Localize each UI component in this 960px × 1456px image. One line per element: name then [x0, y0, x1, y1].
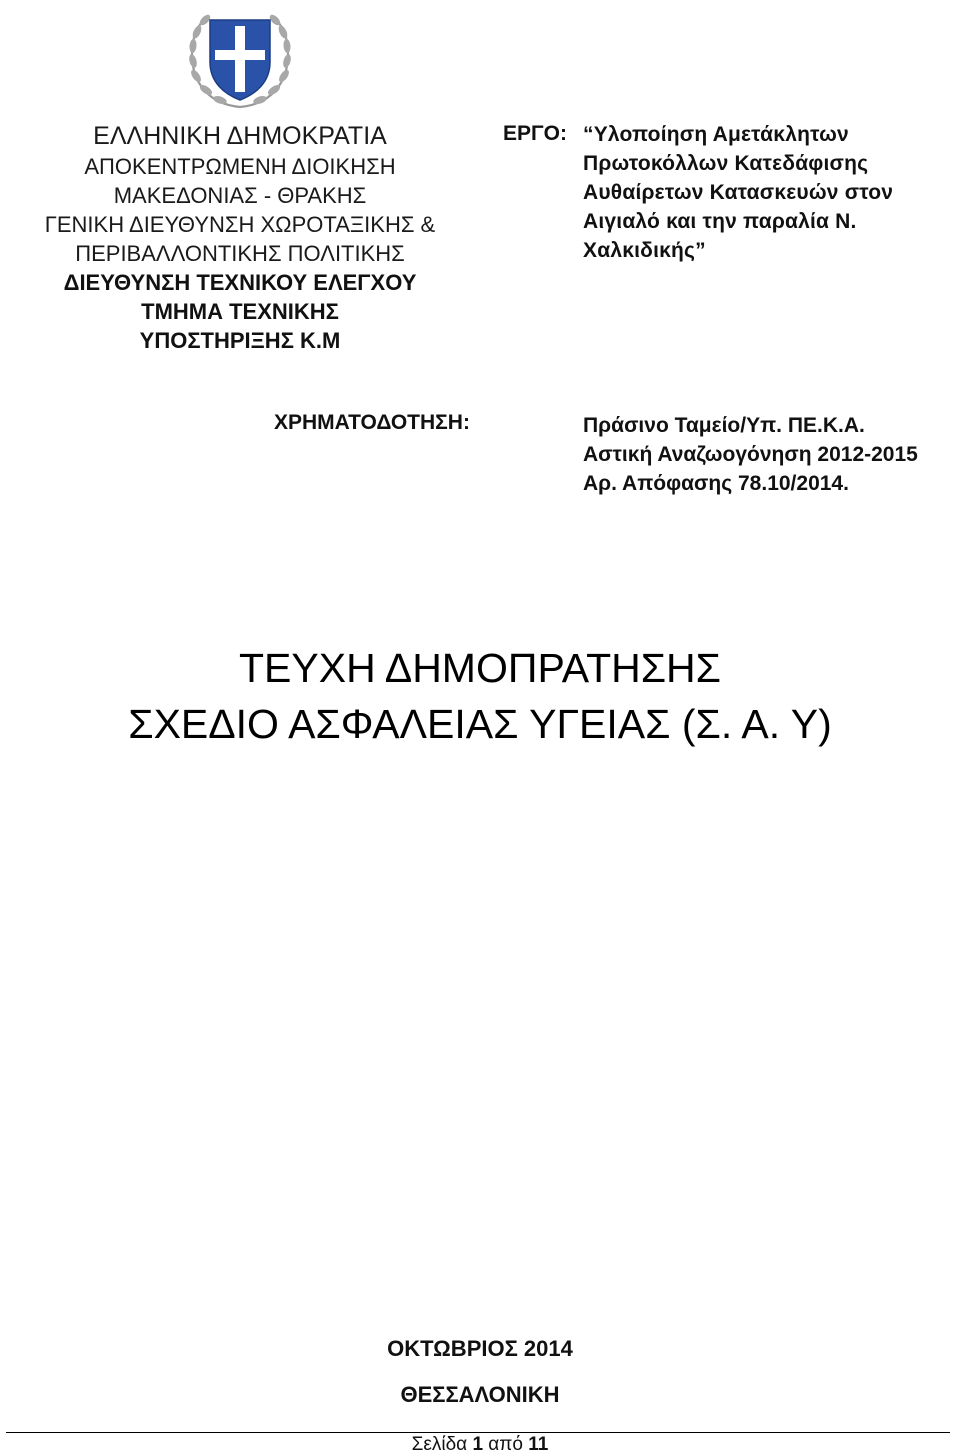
document-date: ΟΚΤΩΒΡΙΟΣ 2014: [387, 1336, 573, 1361]
authority-line: ΤΜΗΜΑ ΤΕΧΝΙΚΗΣ: [141, 299, 339, 324]
project-label: ΕΡΓΟ:: [503, 122, 567, 145]
of-word: από: [488, 1434, 523, 1455]
project-line: Πρωτοκόλλων Κατεδάφισης: [583, 152, 869, 175]
funding-description: [583, 411, 953, 498]
project-line: “Υλοποίηση Αμετάκλητων: [583, 123, 849, 146]
document-city: ΘΕΣΣΑΛΟΝΙΚΗ: [400, 1382, 560, 1407]
current-page: 1: [472, 1434, 484, 1455]
greek-coat-of-arms-icon: [186, 6, 294, 114]
footer-divider: [6, 1432, 950, 1433]
funding-line: Αρ. Απόφασης 78.10/2014.: [583, 472, 849, 495]
title-line-2: ΣΧΕΔΙΟ ΑΣΦΑΛΕΙΑΣ ΥΓΕΙΑΣ (Σ. Α. Υ): [128, 701, 832, 747]
authority-line: ΓΕΝΙΚΗ ΔΙΕΥΘΥΝΣΗ ΧΩΡΟΤΑΞΙΚΗΣ &: [44, 212, 436, 237]
total-pages: 11: [528, 1434, 549, 1455]
page-number: [0, 1434, 960, 1456]
page-word: Σελίδα: [411, 1434, 468, 1455]
funding-line: Πράσινο Ταμείο/Υπ. ΠΕ.Κ.Α.: [583, 414, 865, 437]
issuing-authority: [40, 120, 440, 355]
document-title: [0, 640, 960, 752]
project-line: Χαλκιδικής”: [583, 239, 706, 262]
funding-line: Αστική Αναζωογόνηση 2012-2015: [583, 443, 918, 466]
authority-line: ΠΕΡΙΒΑΛΛΟΝΤΙΚΗΣ ΠΟΛΙΤΙΚΗΣ: [75, 241, 405, 266]
project-line: Αυθαίρετων Κατασκευών στον: [583, 181, 894, 204]
authority-line: ΜΑΚΕΔΟΝΙΑΣ - ΘΡΑΚΗΣ: [113, 183, 367, 208]
funding-label: ΧΡΗΜΑΤΟΔΟΤΗΣΗ:: [274, 411, 470, 434]
authority-line: ΔΙΕΥΘΥΝΣΗ ΤΕΧΝΙΚΟΥ ΕΛΕΓΧΟΥ: [63, 270, 417, 295]
title-line-1: ΤΕΥΧΗ ΔΗΜΟΠΡΑΤΗΣΗΣ: [238, 645, 722, 691]
authority-line: ΑΠΟΚΕΝΤΡΩΜΕΝΗ ΔΙΟΙΚΗΣΗ: [84, 154, 396, 179]
authority-line: ΥΠΟΣΤΗΡΙΞΗΣ Κ.Μ: [139, 328, 341, 353]
shield-icon: [210, 20, 270, 100]
authority-line: ΕΛΛΗΝΙΚΗ ΔΗΜΟΚΡΑΤΙΑ: [93, 122, 387, 150]
project-description: [583, 120, 943, 265]
project-line: Αιγιαλό και την παραλία Ν.: [583, 210, 857, 233]
